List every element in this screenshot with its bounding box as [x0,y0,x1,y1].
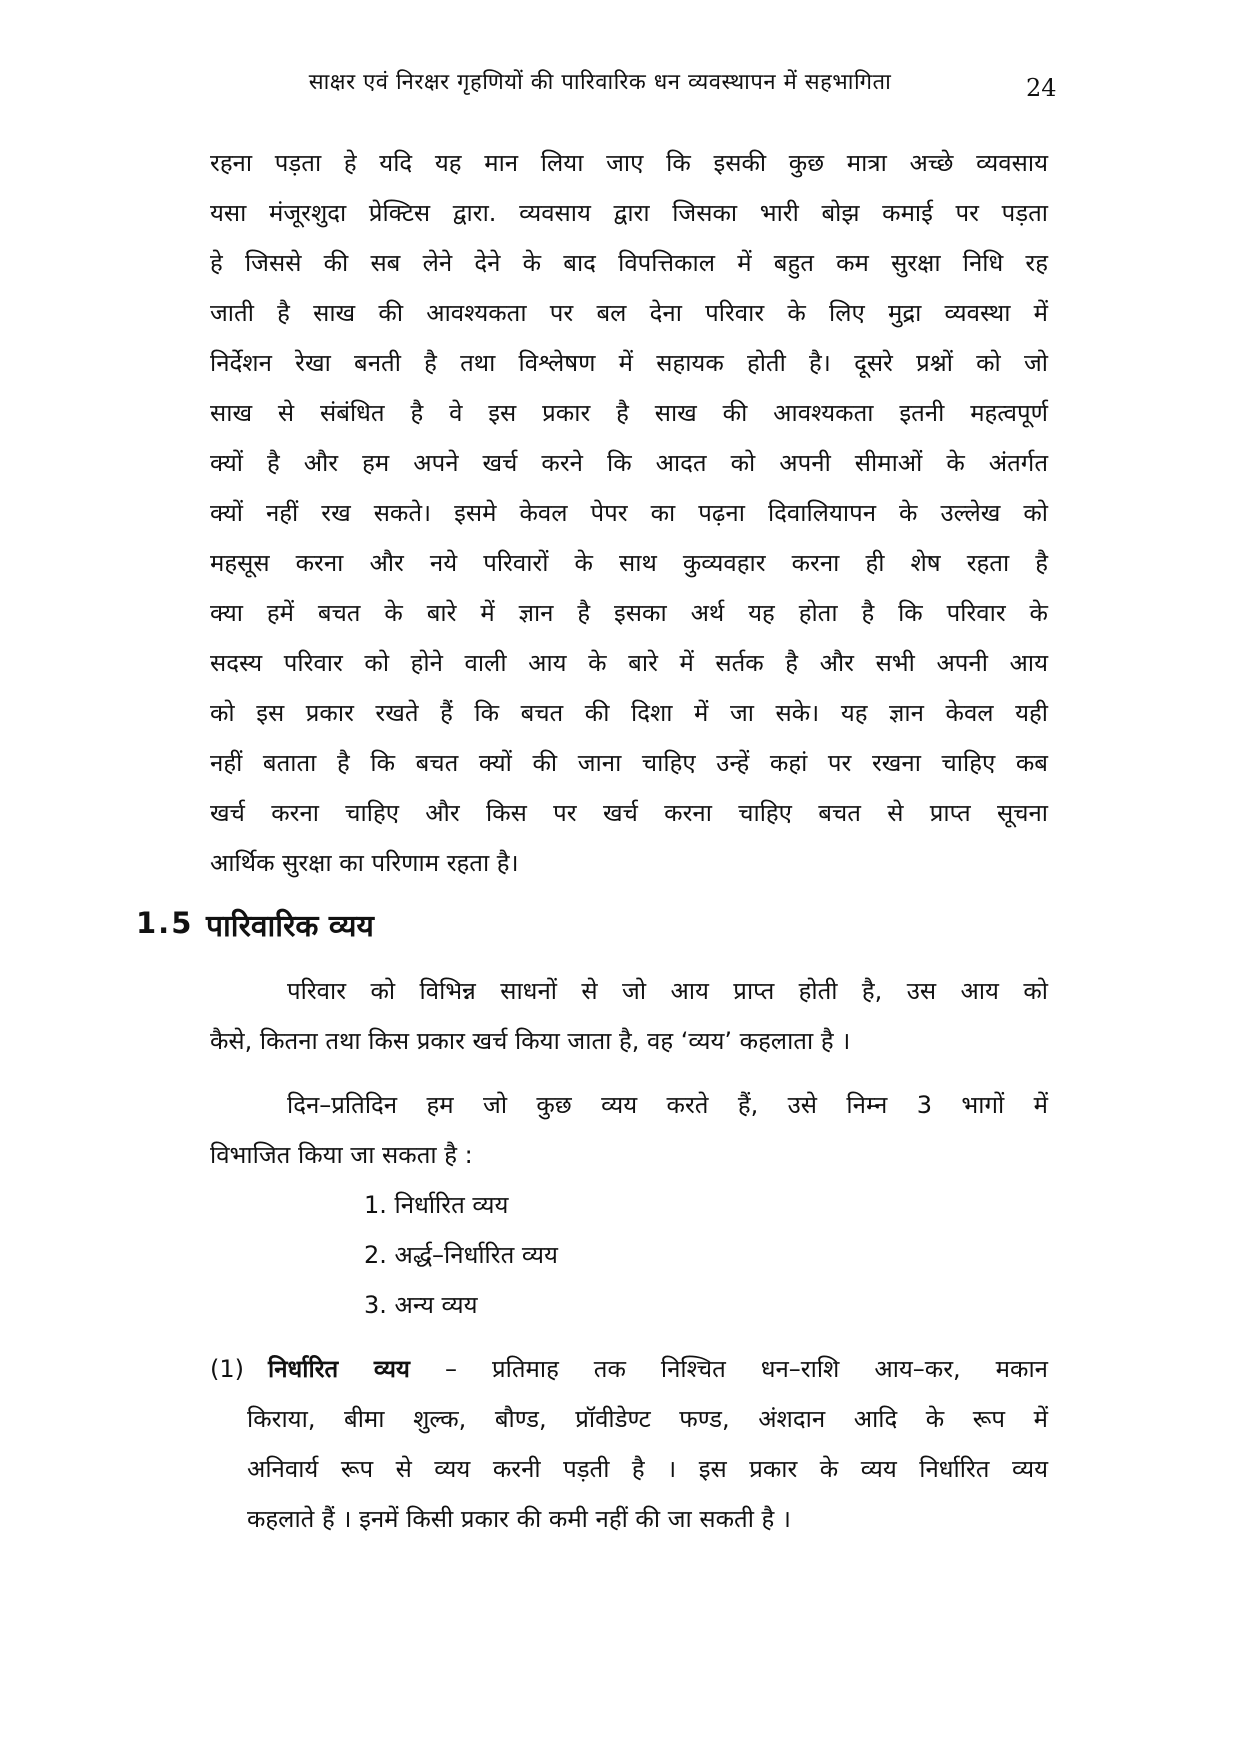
text-line: क्या हमें बचत के बारे में ज्ञान है इसका अर्थ यह होता है कि परिवार के [210,599,1048,627]
list-item: 1. निर्धारित व्यय [364,1191,509,1219]
definition-term: निर्धारित व्यय [268,1355,410,1383]
definition-marker: (1) [210,1355,244,1383]
text-line: क्यों है और हम अपने खर्च करने कि आदत को अपनी सीमाओं के अंतर्गत [210,449,1048,477]
text-line: रहना पड़ता हे यदि यह मान लिया जाए कि इसकी कुछ मात्रा अच्छे व्यवसाय [210,149,1048,177]
text-line: नहीं बताता है कि बचत क्यों की जाना चाहिए उन्हें कहां पर रखना चाहिए कब [210,749,1048,777]
text-line: जाती है साख की आवश्यकता पर बल देना परिवार के लिए मुद्रा व्यवस्था में [210,299,1048,327]
list-item: 3. अन्य व्यय [364,1291,478,1319]
text-line: हे जिससे की सब लेने देने के बाद विपत्तिकाल में बहुत कम सुरक्षा निधि रह [210,249,1048,277]
text-line: को इस प्रकार रखते हैं कि बचत की दिशा में जा सके। यह ज्ञान केवल यही [210,699,1048,727]
text-line: निर्देशन रेखा बनती है तथा विश्लेषण में सहायक होती है। दूसरे प्रश्नों को जो [210,349,1048,377]
text-line: परिवार को विभिन्न साधनों से जो आय प्राप्त होती है, उस आय को [287,977,1048,1005]
text-line: आर्थिक सुरक्षा का परिणाम रहता है। [210,849,519,877]
text-line: सदस्य परिवार को होने वाली आय के बारे में सर्तक है और सभी अपनी आय [210,649,1048,677]
text-line: क्यों नहीं रख सकते। इसमे केवल पेपर का पढ़ना दिवालियापन के उल्लेख को [210,499,1048,527]
text-line: खर्च करना चाहिए और किस पर खर्च करना चाहिए बचत से प्राप्त सूचना [210,799,1048,827]
section-title: पारिवारिक व्यय [206,909,374,944]
list-item: 2. अर्द्ध–निर्धारित व्यय [364,1241,558,1269]
text-line: विभाजित किया जा सकता है : [210,1141,473,1169]
running-header-title: साक्षर एवं निरक्षर गृहणियों की पारिवारिक धन व्यवस्थापन में सहभागिता [308,70,892,95]
section-number: 1.5 [136,906,194,940]
definition-first-line-text: – प्रतिमाह तक निश्चित धन–राशि आय–कर, मकान [444,1355,1048,1383]
page-number: 24 [1026,74,1057,102]
text-line: कहलाते हैं । इनमें किसी प्रकार की कमी नहीं की जा सकती है । [247,1505,792,1533]
text-line: किराया, बीमा शुल्क, बौण्ड, प्रॉवीडेण्ट फण्ड, अंशदान आदि के रूप में [247,1405,1048,1433]
text-line: कैसे, कितना तथा किस प्रकार खर्च किया जाता है, वह ‘व्यय’ कहलाता है । [210,1027,851,1055]
text-line: दिन–प्रतिदिन हम जो कुछ व्यय करते हैं, उसे निम्न 3 भागों में [287,1091,1048,1119]
text-line: अनिवार्य रूप से व्यय करनी पड़ती है । इस प्रकार के व्यय निर्धारित व्यय [247,1455,1048,1483]
text-line: साख से संबंधित है वे इस प्रकार है साख की आवश्यकता इतनी महत्वपूर्ण [210,399,1048,427]
definition-first-line [268,1354,1048,1384]
text-line: महसूस करना और नये परिवारों के साथ कुव्यवहार करना ही शेष रहता है [210,549,1048,577]
text-line: यसा मंजूरशुदा प्रेक्टिस द्वारा. व्यवसाय द्वारा जिसका भारी बोझ कमाई पर पड़ता [210,199,1048,227]
